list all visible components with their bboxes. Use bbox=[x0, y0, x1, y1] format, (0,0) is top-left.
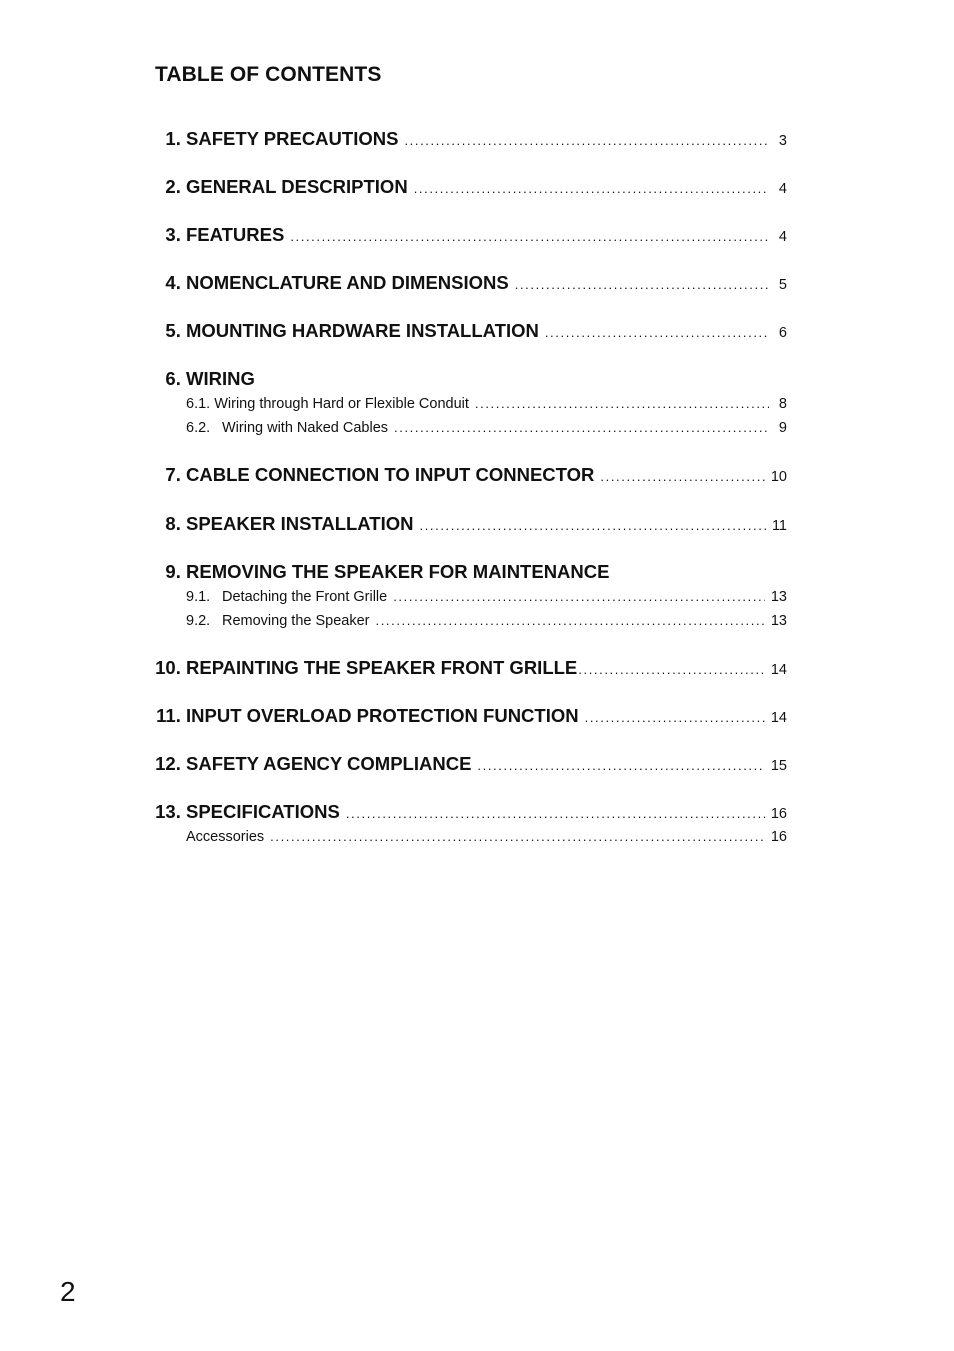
entry-number: 6.1. bbox=[186, 396, 211, 412]
dot-leader bbox=[346, 806, 765, 821]
entry-label: GENERAL DESCRIPTION bbox=[186, 176, 408, 197]
entry-page: 4 bbox=[778, 181, 787, 197]
entry-page: 13 bbox=[770, 589, 787, 605]
entry-page: 11 bbox=[771, 518, 787, 534]
entry-label: INPUT OVERLOAD PROTECTION FUNCTION bbox=[186, 705, 579, 726]
toc-entry-speaker-installation[interactable] bbox=[155, 513, 787, 535]
entry-label: REPAINTING THE SPEAKER FRONT GRILLE bbox=[186, 657, 578, 678]
entry-number: 11. bbox=[156, 705, 186, 726]
entry-label bbox=[186, 396, 469, 412]
dot-leader bbox=[270, 829, 765, 844]
entry-page: 16 bbox=[770, 806, 787, 822]
entry-label: SPEAKER INSTALLATION bbox=[186, 513, 414, 534]
entry-page: 4 bbox=[778, 229, 787, 245]
dot-leader bbox=[290, 229, 769, 244]
toc-entry-wiring[interactable] bbox=[155, 368, 787, 390]
toc-entry-cable-connection[interactable] bbox=[155, 464, 787, 486]
toc-subentry-removing-speaker[interactable] bbox=[186, 613, 787, 629]
entry-label: Accessories bbox=[186, 829, 265, 845]
page-number: 2 bbox=[60, 1276, 76, 1307]
entry-label: Wiring with Naked Cables bbox=[222, 420, 389, 436]
entry-number: 3. bbox=[165, 224, 186, 245]
entry-number: 8. bbox=[165, 513, 186, 534]
entry-label: MOUNTING HARDWARE INSTALLATION bbox=[186, 320, 539, 341]
dot-leader bbox=[600, 469, 764, 484]
dot-leader bbox=[585, 710, 765, 725]
toc-entry-input-overload[interactable] bbox=[155, 705, 787, 727]
entry-label: CABLE CONNECTION TO INPUT CONNECTOR bbox=[186, 464, 595, 485]
dot-leader bbox=[419, 518, 765, 533]
entry-page: 9 bbox=[778, 420, 787, 436]
dot-leader bbox=[394, 420, 769, 435]
entry-number: 7. bbox=[165, 464, 186, 485]
entry-page: 14 bbox=[770, 710, 787, 726]
toc-entry-general-description[interactable] bbox=[155, 176, 787, 198]
dot-leader bbox=[376, 613, 765, 628]
entry-page: 14 bbox=[770, 662, 787, 678]
toc-heading: TABLE OF CONTENTS bbox=[155, 63, 382, 86]
entry-label: REMOVING THE SPEAKER FOR MAINTENANCE bbox=[186, 561, 610, 582]
entry-number: 4. bbox=[165, 272, 186, 293]
entry-number: 5. bbox=[165, 320, 186, 341]
toc-subentry-accessories[interactable] bbox=[186, 829, 787, 845]
toc-entry-mounting-hardware[interactable] bbox=[155, 320, 787, 342]
dot-leader bbox=[477, 758, 764, 773]
dot-leader bbox=[515, 277, 769, 292]
entry-number: 13. bbox=[155, 801, 186, 822]
dot-leader bbox=[393, 589, 765, 604]
entry-label: Detaching the Front Grille bbox=[222, 589, 388, 605]
entry-number: 9.2. bbox=[186, 613, 211, 629]
entry-page: 13 bbox=[770, 613, 787, 629]
toc-entry-repainting-grille[interactable] bbox=[155, 657, 787, 679]
entry-page: 3 bbox=[778, 133, 787, 149]
dot-leader bbox=[545, 325, 769, 340]
toc-entry-nomenclature[interactable] bbox=[155, 272, 787, 294]
entry-page: 16 bbox=[770, 829, 787, 845]
entry-page: 15 bbox=[770, 758, 787, 774]
entry-page: 8 bbox=[778, 396, 787, 412]
dot-leader bbox=[414, 181, 769, 196]
entry-page: 5 bbox=[778, 277, 787, 293]
entry-number: 12. bbox=[155, 753, 186, 774]
dot-leader bbox=[578, 662, 765, 677]
toc-entry-removing-speaker[interactable] bbox=[155, 561, 787, 583]
entry-label: NOMENCLATURE AND DIMENSIONS bbox=[186, 272, 509, 293]
toc-subentry-wiring-naked[interactable] bbox=[186, 420, 787, 436]
entry-page: 10 bbox=[770, 469, 787, 485]
entry-label: SAFETY PRECAUTIONS bbox=[186, 128, 399, 149]
entry-label: FEATURES bbox=[186, 224, 285, 245]
entry-label: WIRING bbox=[186, 368, 255, 389]
toc-entry-safety-precautions[interactable] bbox=[155, 128, 787, 150]
dot-leader bbox=[404, 133, 769, 148]
dot-leader bbox=[475, 396, 769, 411]
entry-number: 6.2. bbox=[186, 420, 211, 436]
entry-number: 9.1. bbox=[186, 589, 211, 605]
entry-number: 1. bbox=[165, 128, 186, 149]
entry-label: Removing the Speaker bbox=[222, 613, 370, 629]
toc-subentry-detaching-grille[interactable] bbox=[186, 589, 787, 605]
entry-number: 2. bbox=[165, 176, 186, 197]
toc-entry-safety-agency[interactable] bbox=[155, 753, 787, 775]
entry-label: SAFETY AGENCY COMPLIANCE bbox=[186, 753, 472, 774]
entry-text: Wiring through Hard or Flexible Conduit bbox=[214, 396, 469, 412]
entry-number: 9. bbox=[165, 561, 186, 582]
toc-entry-features[interactable] bbox=[155, 224, 787, 246]
toc-entry-specifications[interactable] bbox=[155, 801, 787, 823]
toc-subentry-wiring-conduit[interactable] bbox=[186, 396, 787, 412]
entry-page: 6 bbox=[778, 325, 787, 341]
entry-number: 6. bbox=[165, 368, 186, 389]
entry-label: SPECIFICATIONS bbox=[186, 801, 340, 822]
entry-number: 10. bbox=[155, 657, 186, 678]
